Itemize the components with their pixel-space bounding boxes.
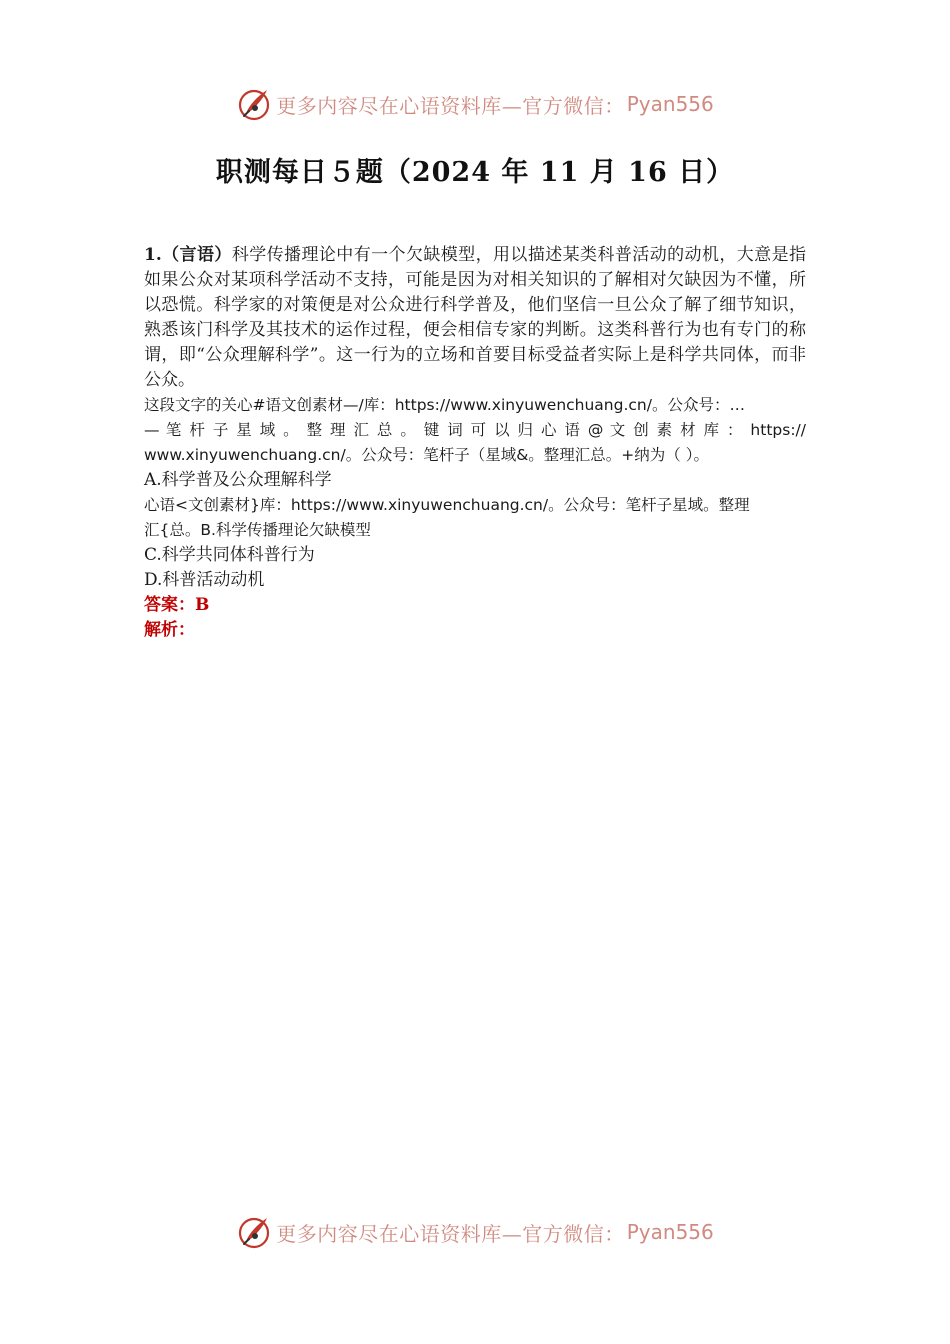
option-c: C.科学共同体科普行为	[144, 545, 315, 565]
question-category: （言语）	[161, 245, 232, 265]
footer-banner	[0, 1210, 950, 1254]
question-prompt-line-1: 这段文字的关心#语文创素材—/库：https://www.xinyuwenchuang.cn/。公众号：…	[144, 396, 745, 414]
header-banner	[0, 82, 950, 126]
answer-label: 答案：B	[144, 595, 210, 615]
page-title: 职测每日５题（2024 年 11 月 16 日）	[215, 157, 735, 188]
banner-wechat-handle: Pyan556	[626, 92, 714, 116]
question-number: 1.	[144, 245, 162, 265]
option-b-line-1: 心语<文创素材}库：https://www.xinyuwenchuang.cn/。公众号：笔杆子星域。整理	[144, 496, 750, 514]
option-b-line-2: 汇{总。B.科学传播理论欠缺模型	[144, 521, 371, 539]
option-d: D.科普活动动机	[144, 570, 265, 590]
quill-pen-logo-icon	[236, 86, 272, 122]
banner-wechat-handle: Pyan556	[626, 1220, 714, 1244]
option-a: A.科学普及公众理解科学	[144, 470, 332, 490]
banner-text: 更多内容尽在心语资料库—官方微信：	[276, 1221, 625, 1246]
banner-text: 更多内容尽在心语资料库—官方微信：	[276, 93, 625, 118]
question-stem: 科学传播理论中有一个欠缺模型，用以描述某类科普活动的动机，大意是指如果公众对某项科学活动不支持，可能是因为对相关知识的了解相对欠缺因为不懂，所以恐慌。科学家的对策便是对公众进行科学普及，他们坚信一旦公众了解了细节知识，熟悉该门科学及其技术的运作过程，便会相信专家的判断。这类科普行为也有专门的称谓，即“公众理解科学”。这一行为的立场和首要目标受益者实际上是科学共同体，而非公众。	[144, 245, 807, 390]
question-stem-paragraph	[144, 243, 806, 393]
analysis-label: 解析：	[144, 620, 195, 640]
question-prompt-line-2: — 笔 杆 子 星 域 。 整 理 汇 总 。 键 词 可 以 归 心 语 @ 文 创 素 材 库 ： https://	[144, 421, 806, 439]
question-prompt-line-3: www.xinyuwenchuang.cn/。公众号：笔杆子（星域&。整理汇总。+纳为（ ）。	[144, 446, 709, 464]
question-block	[144, 243, 806, 643]
quill-pen-logo-icon	[236, 1214, 272, 1250]
